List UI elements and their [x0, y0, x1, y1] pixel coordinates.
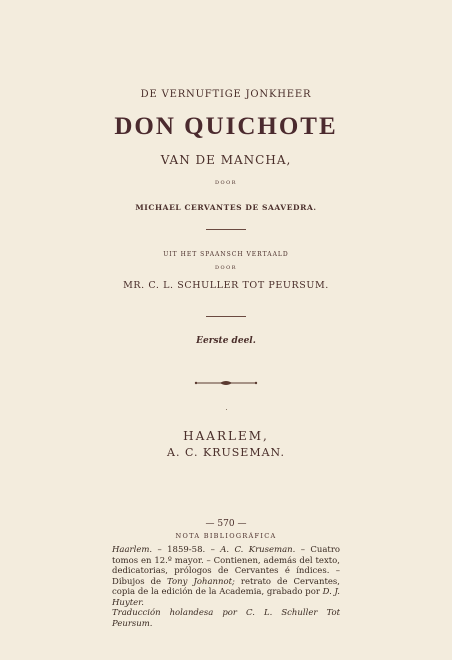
by-label-2: DOOR	[215, 265, 237, 271]
volume-label: Eerste deel.	[196, 336, 256, 346]
imprint-publisher: A. C. KRUSEMAN.	[167, 446, 285, 459]
book-subtitle: VAN DE MANCHA,	[160, 153, 292, 167]
note-text: – Cuatro tomos en 12.º mayor. – Contienen, además del texto, dedicatorias, prólogos de Cervantes é índices. – Dibujos de	[112, 545, 340, 587]
note-city: Haarlem.	[112, 545, 153, 555]
note-translation: Traducción holandesa por C. L. Schuller Tot Peursum.	[112, 608, 340, 629]
note-engraver: D. J. Huyter.	[112, 587, 340, 608]
note-text: – 1859-58. –	[152, 545, 221, 555]
note-heading: NOTA BIBLIOGRÁFICA	[175, 532, 277, 540]
note-paragraph-2	[112, 608, 340, 629]
catalog-number: — 570 —	[205, 519, 247, 529]
imprint-city: HAARLEM,	[183, 429, 269, 443]
translated-line: UIT HET SPAANSCH VERTAALD	[163, 251, 289, 258]
title-line-1: DE VERNUFTIGE JONKHEER	[140, 89, 312, 100]
bibliographic-note	[112, 545, 340, 629]
note-illustrator: Tony Johannot;	[167, 576, 235, 587]
speck	[226, 409, 227, 410]
note-publisher: A. C. Kruseman.	[220, 545, 296, 555]
divider-rule	[206, 316, 246, 317]
book-title: DON QUICHOTE	[114, 113, 338, 140]
translator-name: MR. C. L. SCHULLER TOT PEURSUM.	[123, 280, 329, 291]
by-label: DOOR	[215, 180, 237, 186]
author-name: MICHAEL CERVANTES DE SAAVEDRA.	[135, 203, 317, 212]
ornament-flourish	[192, 378, 260, 388]
divider-rule	[206, 229, 246, 230]
note-text: retrato de Cervantes, copia de la edición de la Academia, grabado por	[112, 576, 340, 597]
note-paragraph-1	[112, 545, 340, 608]
